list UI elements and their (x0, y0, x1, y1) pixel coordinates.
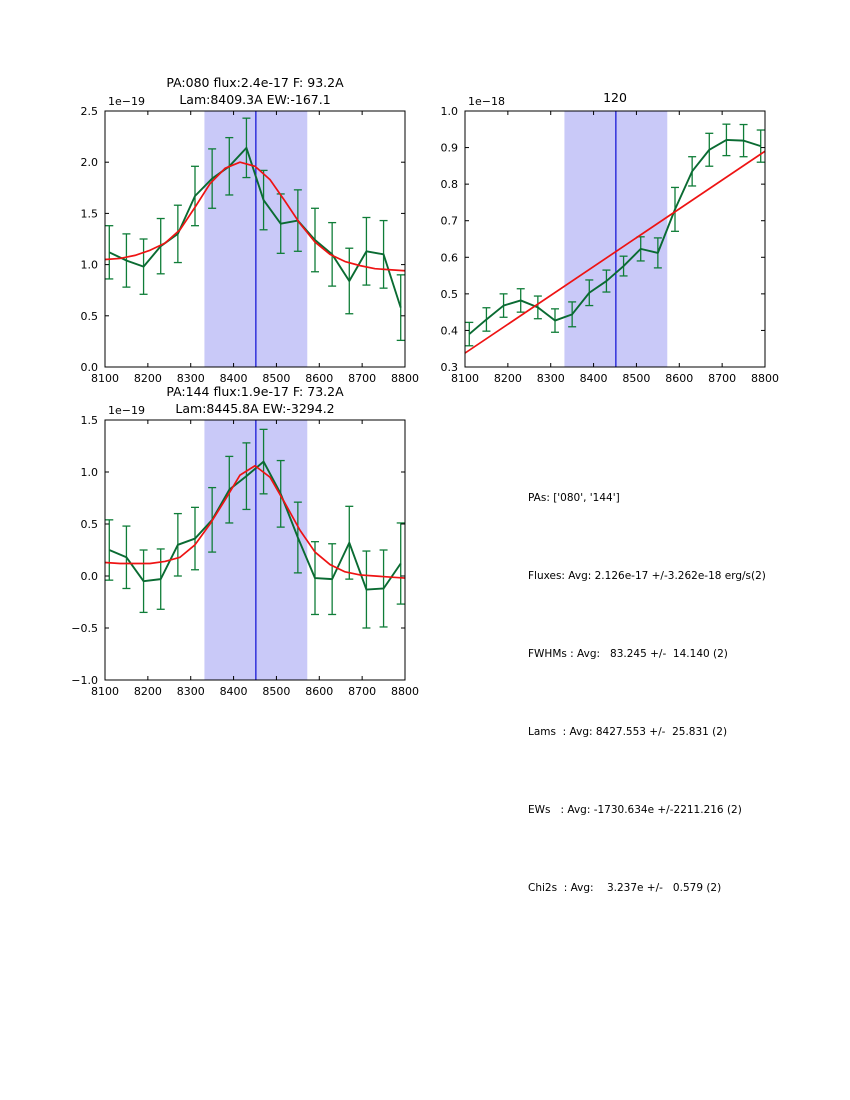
x-tick-label: 8200 (493, 372, 522, 385)
y-tick-label: 1.0 (80, 466, 98, 479)
x-tick-label: 8300 (176, 685, 205, 698)
x-tick-label: 8600 (305, 372, 334, 385)
y-tick-label: 1.0 (440, 105, 458, 118)
chart-svg (40, 360, 430, 705)
plot-area (105, 111, 405, 367)
x-tick-label: 8200 (133, 372, 162, 385)
y-tick-label: 0.4 (440, 324, 458, 338)
x-tick-label: 8800 (751, 372, 779, 385)
y-tick-label: 0.0 (80, 361, 98, 374)
x-tick-label: 8700 (348, 685, 377, 698)
x-tick-label: 8200 (133, 685, 162, 698)
y-tick-label: 0.0 (80, 570, 98, 583)
stats-line-fwhms: FWHMs : Avg: 83.245 +/- 14.140 (2) (528, 648, 728, 660)
stats-line-ews: EWs : Avg: -1730.634e +/-2211.216 (2) (528, 804, 742, 816)
x-tick-label: 8800 (391, 685, 419, 698)
spectrum-panel-pa080 (40, 51, 430, 392)
y-tick-label: 0.5 (440, 287, 458, 301)
y-tick-label: 0.5 (80, 309, 98, 323)
x-tick-label: 8300 (536, 372, 565, 385)
y-tick-label: 0.7 (440, 214, 458, 228)
x-tick-label: 8500 (262, 372, 291, 385)
x-tick-label: 8500 (262, 685, 291, 698)
stats-line-pas: PAs: ['080', '144'] (528, 492, 620, 504)
spectrum-panel-pa144 (40, 360, 430, 705)
y-tick-label: 0.6 (440, 251, 458, 265)
x-tick-label: 8400 (219, 685, 248, 698)
chart-svg (40, 51, 430, 392)
x-tick-label: 8300 (176, 372, 205, 385)
x-tick-label: 8100 (91, 685, 119, 698)
scale-offset-label: 1e−18 (468, 95, 505, 108)
stats-summary-panel (528, 433, 766, 953)
scale-offset-label: 1e−19 (108, 404, 145, 417)
y-tick-label: −0.5 (71, 622, 98, 635)
y-tick-label: 1.5 (80, 207, 98, 221)
y-tick-label: 0.8 (440, 178, 458, 192)
y-tick-label: 1.0 (80, 258, 98, 272)
chart-title: PA:080 flux:2.4e-17 F: 93.2A (166, 75, 344, 90)
chart-title: Lam:8409.3A EW:-167.1 (179, 92, 331, 107)
chart-svg (400, 51, 790, 392)
x-tick-label: 8600 (665, 372, 694, 385)
plot-area (465, 111, 765, 367)
x-tick-label: 8700 (348, 372, 377, 385)
x-tick-label: 8100 (91, 372, 119, 385)
x-tick-label: 8500 (622, 372, 651, 385)
chart-title: 120 (603, 90, 627, 105)
y-tick-label: 0.3 (440, 361, 458, 374)
x-tick-label: 8600 (305, 685, 334, 698)
y-tick-label: 2.5 (80, 105, 98, 118)
x-tick-label: 8700 (708, 372, 737, 385)
stats-line-chi2s: Chi2s : Avg: 3.237e +/- 0.579 (2) (528, 882, 722, 894)
y-tick-label: 0.9 (440, 141, 458, 155)
y-tick-label: 1.5 (80, 414, 98, 427)
x-tick-label: 8100 (451, 372, 479, 385)
x-tick-label: 8800 (391, 372, 419, 385)
y-tick-label: −1.0 (71, 674, 98, 687)
y-tick-label: 0.5 (80, 518, 98, 531)
x-tick-label: 8400 (219, 372, 248, 385)
stats-line-lams: Lams : Avg: 8427.553 +/- 25.831 (2) (528, 726, 728, 738)
plot-area (105, 420, 405, 680)
scale-offset-label: 1e−19 (108, 95, 145, 108)
y-tick-label: 2.0 (80, 156, 98, 170)
x-tick-label: 8400 (579, 372, 608, 385)
chart-title: PA:144 flux:1.9e-17 F: 73.2A (166, 384, 344, 399)
chart-title: Lam:8445.8A EW:-3294.2 (175, 401, 335, 416)
stats-line-fluxes: Fluxes: Avg: 2.126e-17 +/-3.262e-18 erg/s(2) (528, 570, 766, 582)
spectrum-panel-120 (400, 51, 790, 392)
